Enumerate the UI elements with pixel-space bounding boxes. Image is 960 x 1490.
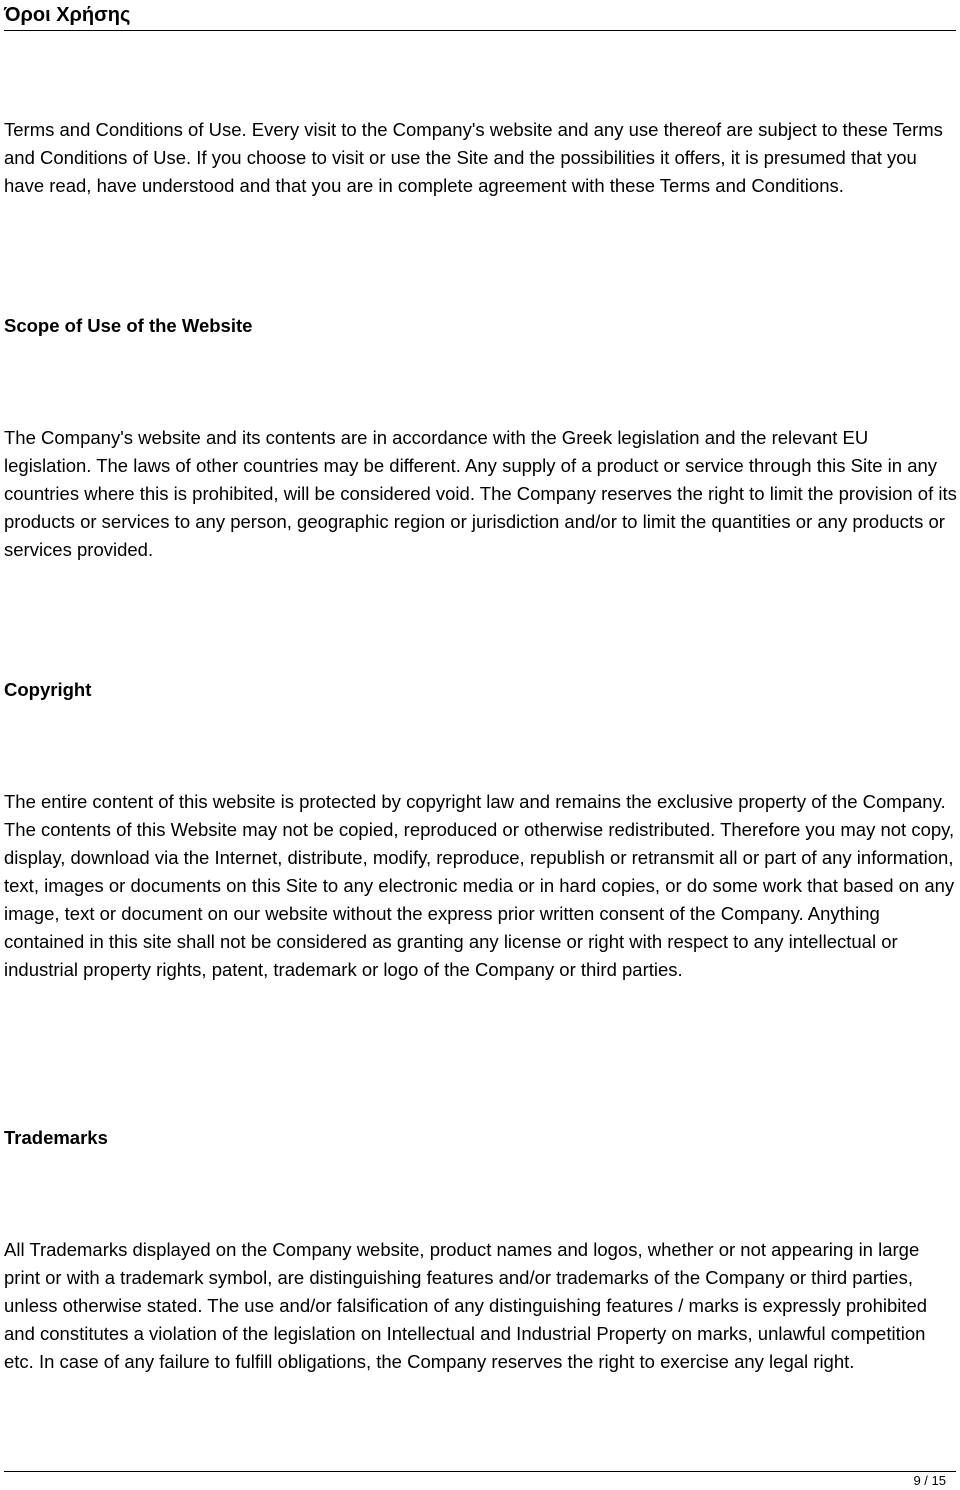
scope-heading: Scope of Use of the Website [4,315,253,336]
trademarks-heading: Trademarks [4,1127,108,1148]
footer-divider [4,1471,956,1472]
copyright-paragraph: The entire content of this website is protected by copyright law and remains the exclusive property of the Company. The contents of this Website may not be copied, reproduced or otherwise redistributed. Therefore you may not copy, display, download via the Internet, distribute, modify, reproduce, republish or retransmit all or part of any information, text, images or documents on this Site to any electronic media or in hard copies, or do some work that based on any image, text or document on our website without the express prior written consent of the Company. Anything contained in this site shall not be considered as granting any license or right with respect to any intellectual or industrial property rights, patent, trademark or logo of the Company or third parties. [4,791,955,980]
page-number: 9 / 15 [913,1473,946,1488]
copyright-heading: Copyright [4,679,92,700]
page-header [4,2,956,32]
trademarks-paragraph: All Trademarks displayed on the Company website, product names and logos, whether or not appearing in large print or with a trademark symbol, are distinguishing features and/or trademarks of the Company or third parties, unless otherwise stated. The use and/or falsification of any distinguishing features / marks is expressly prohibited and constitutes a violation of the legislation on Intellectual and Industrial Property on marks, unlawful competition etc. In case of any failure to fulfill obligations, the Company reserves the right to exercise any legal right. [4,1239,928,1372]
header-divider [4,30,956,31]
page-title: Όροι Χρήσης [4,4,131,26]
intro-paragraph: Terms and Conditions of Use. Every visit to the Company's website and any use thereof are subject to these Terms and Conditions of Use. If you choose to visit or use the Site and the possibilities it offers, it is presumed that you have read, have understood and that you are in complete agreement with these Terms and Conditions. [4,119,943,196]
scope-paragraph: The Company's website and its contents are in accordance with the Greek legislation and the relevant EU legislation. The laws of other countries may be different. Any supply of a product or service through this Site in any countries where this is prohibited, will be considered void. The Company reserves the right to limit the provision of its products or services to any person, geographic region or jurisdiction and/or to limit the quantities or any products or services provided. [4,427,957,560]
